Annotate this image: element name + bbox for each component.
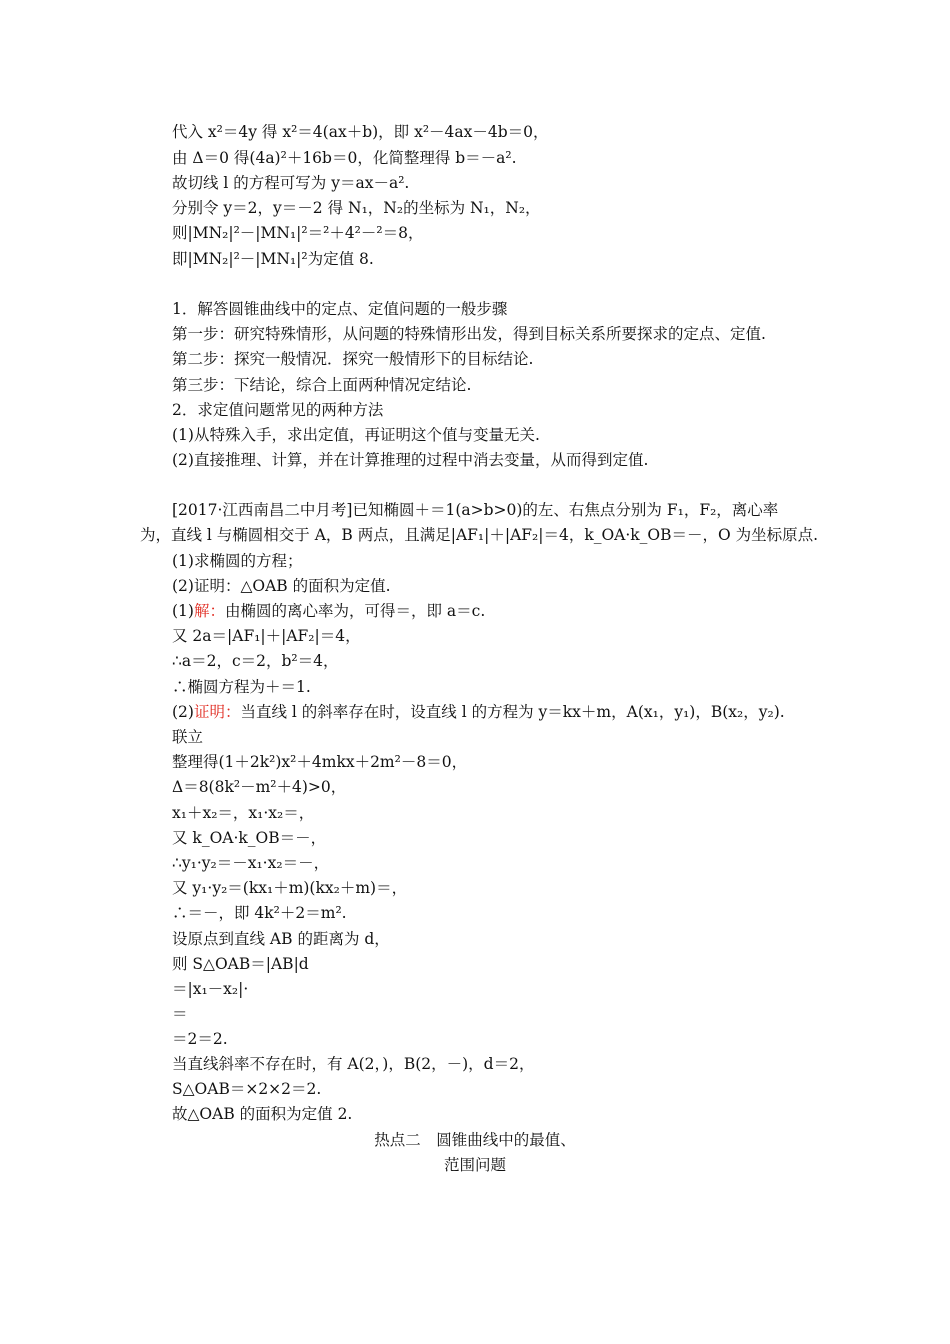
text-line: 第一步：研究特殊情形，从问题的特殊情形出发，得到目标关系所要探求的定点、定值. xyxy=(172,325,766,343)
solution-label: 解： xyxy=(193,602,225,620)
text-line: 当直线斜率不存在时，有 A(2，)，B(2，－)，d＝2， xyxy=(172,1055,535,1073)
proof-text: 当直线 l 的斜率存在时，设直线 l 的方程为 y＝kx＋m，A(x₁，y₁)，B(x₂，y₂). xyxy=(240,703,785,721)
text-line: 整理得(1＋2k²)x²＋4mkx＋2m²－8＝0， xyxy=(172,753,468,771)
text-line: 联立 xyxy=(172,728,204,746)
text-line: x₁＋x₂＝，x₁·x₂＝， xyxy=(172,804,315,822)
proof-line xyxy=(172,702,785,722)
text-line: 又 k_OA·k_OB＝－， xyxy=(172,829,327,847)
text-line: ＝2＝2. xyxy=(172,1030,228,1048)
part-number: (1) xyxy=(172,602,194,620)
text-line: 则 S△OAB＝|AB|d xyxy=(172,955,309,973)
text-line: (2)直接推理、计算，并在计算推理的过程中消去变量，从而得到定值. xyxy=(172,451,649,469)
text-line: 分别令 y＝2，y＝－2 得 N₁，N₂的坐标为 N₁，N₂， xyxy=(172,199,541,217)
text-line: ∴＝－，即 4k²＋2＝m². xyxy=(172,904,347,922)
solution-line xyxy=(172,601,485,621)
section-heading: 范围问题 xyxy=(443,1156,506,1174)
text-line: 代入 x²＝4y 得 x²＝4(ax＋b)，即 x²－4ax－4b＝0， xyxy=(172,123,549,141)
text-line: (1)从特殊入手，求出定值，再证明这个值与变量无关. xyxy=(172,426,540,444)
text-line: 即|MN₂|²－|MN₁|²为定值 8. xyxy=(172,250,374,268)
text-line: 故△OAB 的面积为定值 2. xyxy=(172,1105,353,1123)
text-line: (1)求椭圆的方程； xyxy=(172,552,303,570)
text-line: ∴a＝2，c＝2，b²＝4， xyxy=(172,652,339,670)
text-line: 设原点到直线 AB 的距离为 d， xyxy=(172,930,390,948)
text-line: 由 Δ＝0 得(4a)²＋16b＝0，化简整理得 b＝－a². xyxy=(172,149,517,167)
text-line: ＝|x₁－x₂|· xyxy=(172,980,249,998)
problem-statement: 为，直线 l 与椭圆相交于 A，B 两点，且满足|AF₁|＋|AF₂|＝4，k_OA·k_OB＝－，O 为坐标原点. xyxy=(140,526,819,544)
text-line: 第二步：探究一般情况．探究一般情形下的目标结论. xyxy=(172,350,534,368)
section-heading: 热点二 圆锥曲线中的最值、 xyxy=(374,1131,576,1149)
text-line: 第三步：下结论，综合上面两种情况定结论. xyxy=(172,376,472,394)
text-line: 2．求定值问题常见的两种方法 xyxy=(172,401,384,419)
text-line: Δ＝8(8k²－m²＋4)>0， xyxy=(172,778,347,796)
text-line: S△OAB＝×2×2＝2. xyxy=(172,1080,322,1098)
text-line: ∴椭圆方程为＋＝1. xyxy=(172,678,311,696)
part-number: (2) xyxy=(172,703,194,721)
problem-statement: [2017·江西南昌二中月考]已知椭圆＋＝1(a>b>0)的左、右焦点分别为 F₁，F₂，离心率 xyxy=(172,501,779,519)
proof-label: 证明： xyxy=(193,703,241,721)
text-line: 则|MN₂|²－|MN₁|²＝²＋4²－²＝8， xyxy=(172,224,424,242)
text-line: 又 y₁·y₂＝(kx₁＋m)(kx₂＋m)＝， xyxy=(172,879,408,897)
text-line: (2)证明：△OAB 的面积为定值. xyxy=(172,577,391,595)
text-line: 又 2a＝|AF₁|＋|AF₂|＝4， xyxy=(172,627,361,645)
text-line: 故切线 l 的方程可写为 y＝ax－a². xyxy=(172,174,410,192)
text-line: 1．解答圆锥曲线中的定点、定值问题的一般步骤 xyxy=(172,300,508,318)
text-line: ＝ xyxy=(172,1005,188,1023)
text-line: ∴y₁·y₂＝－x₁·x₂＝－， xyxy=(172,854,330,872)
solution-text: 由椭圆的离心率为，可得＝，即 a＝c. xyxy=(224,602,486,620)
